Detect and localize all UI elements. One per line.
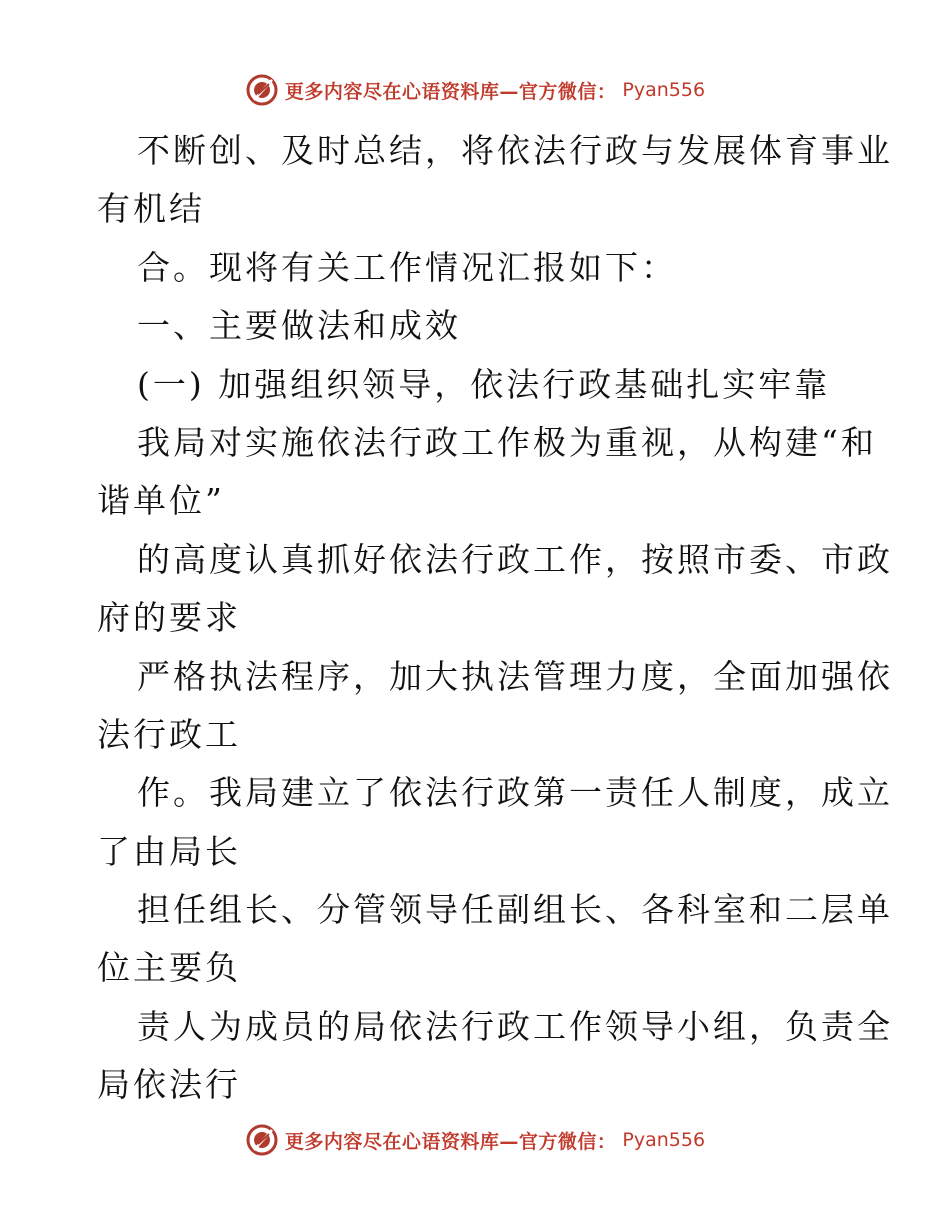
banner-wechat-id: Pyan556	[622, 1129, 706, 1151]
banner-wechat-id: Pyan556	[622, 79, 706, 101]
text-line: 的高度认真抓好依法行政工作，按照市委、市政	[137, 539, 893, 579]
text-line: 不断创、及时总结，将依法行政与发展体育事业	[137, 131, 893, 170]
red-seal-logo-icon	[245, 1123, 279, 1157]
text-line: 法行政工	[97, 714, 241, 754]
text-line: 局依法行	[97, 1065, 241, 1105]
footer-banner	[0, 1120, 950, 1160]
text-line: 府的要求	[97, 598, 241, 638]
text-line: 严格执法程序，加大执法管理力度，全面加强依	[137, 656, 893, 696]
text-line: 责人为成员的局依法行政工作领导小组，负责全	[137, 1006, 893, 1046]
text-line: 我局对实施依法行政工作极为重视，从构建“和	[137, 422, 877, 462]
text-line: 谐单位”	[97, 481, 225, 521]
text-line: 有机结	[97, 189, 205, 229]
text-line: (一) 加强组织领导，依法行政基础扎实牢靠	[137, 364, 831, 404]
text-line: 作。我局建立了依法行政第一责任人制度，成立	[137, 773, 893, 813]
text-line: 了由局长	[97, 831, 241, 871]
text-line: 合。现将有关工作情况汇报如下：	[137, 247, 677, 287]
text-line: 一、主要做法和成效	[137, 306, 461, 346]
text-line: 位主要负	[97, 948, 241, 988]
document-body	[97, 122, 893, 1115]
banner-slogan: 更多内容尽在心语资料库—官方微信：	[284, 1130, 617, 1153]
text-line: 担任组长、分管领导任副组长、各科室和二层单	[137, 890, 893, 930]
banner-slogan: 更多内容尽在心语资料库—官方微信：	[284, 80, 617, 103]
header-banner	[0, 70, 950, 110]
red-seal-logo-icon	[245, 73, 279, 107]
